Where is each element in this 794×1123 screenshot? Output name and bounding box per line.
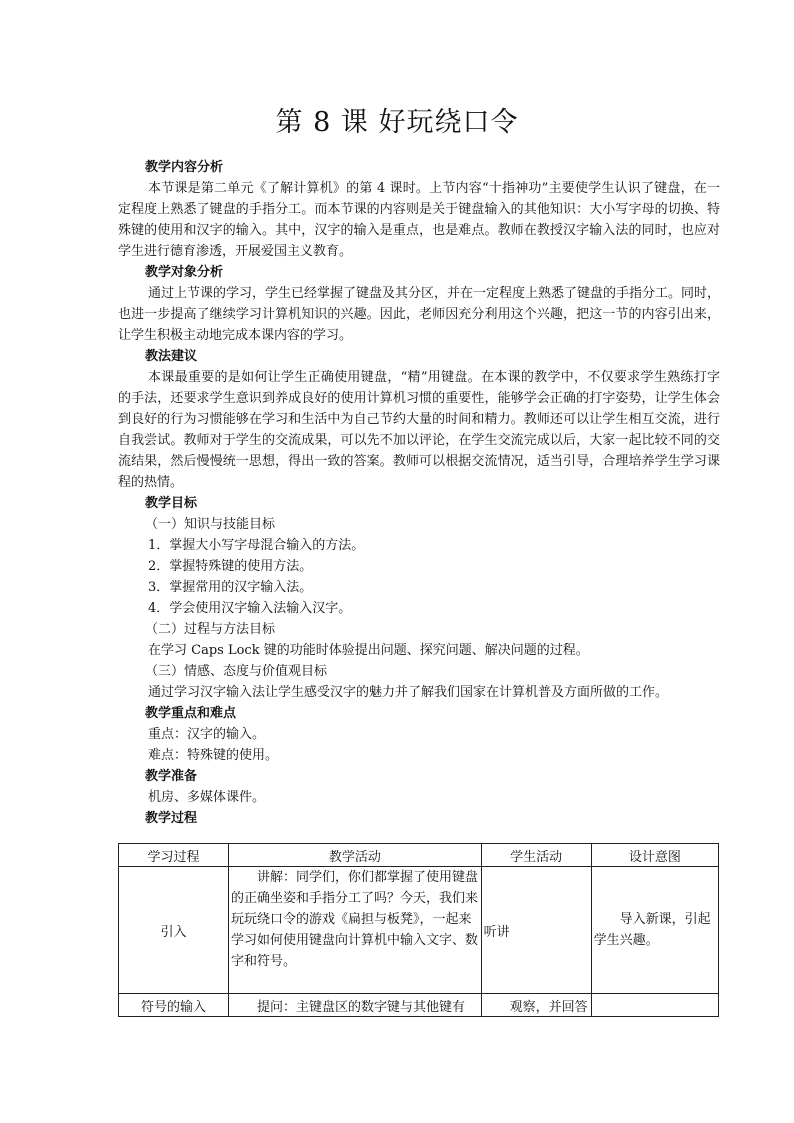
preparation-text: 机房、多媒体课件。 <box>148 790 266 805</box>
section-heading-object-analysis: 教学对象分析 <box>145 265 224 280</box>
method-text: 本课最重要的是如何让学生正确使用键盘，“精”用键盘。在本课的教学中，不仅要求学生熟练打字的手法，还要求学生意识到养成良好的使用计算机习惯的重要性，能够学会正确的打字姿势，让学生体会到良好的行为习惯能够在学习和生活中为自己节约大量的时间和精力。教师还可以让学生相互交流，进行自我尝试。教师对于学生的交流成果，可以先不加以评论，在学生交流完成以后，大家一起比较不同的交流结果，然后慢慢统一思想，得出一致的答案。教师可以根据交流情况，适当引导，合理培养学生学习课程的热情。 <box>118 370 720 490</box>
difficulty-text: 难点：特殊键的使用。 <box>148 748 279 763</box>
section-heading-preparation: 教学准备 <box>145 769 198 784</box>
page-title: 第 8 课 好玩绕口令 <box>275 107 519 138</box>
section-heading-content-analysis: 教学内容分析 <box>145 160 224 175</box>
goal-item-4: 4．学会使用汉字输入法输入汉字。 <box>148 601 352 616</box>
column-header-stage: 学习过程 <box>119 844 229 867</box>
goals-sub-knowledge: （一）知识与技能目标 <box>145 517 276 532</box>
cell-activity: 讲解：同学们，你们都掌握了使用键盘的正确坐姿和手指分工了吗？今天，我们来玩玩绕口令的游戏《扁担与板凳》，一起来学习如何使用键盘向计算机中输入文字、数字和符号。 <box>229 867 482 994</box>
goals-sub-emotion: （三）情感、态度与价值观目标 <box>145 664 328 679</box>
section-heading-process: 教学过程 <box>145 811 198 826</box>
document-body <box>118 157 720 829</box>
goal-item-1: 1．掌握大小写字母混合输入的方法。 <box>148 538 365 553</box>
table-header-row <box>119 844 719 867</box>
column-header-student: 学生活动 <box>481 844 591 867</box>
content-analysis-text: 本节课是第二单元《了解计算机》的第 4 课时。上节内容“十指神功”主要使学生认识了键盘，在一定程度上熟悉了键盘的手指分工。而本节课的内容则是关于键盘输入的其他知识：大小写字母的切换、特殊键的使用和汉字的输入。其中，汉字的输入是重点，也是难点。教师在教授汉字输入法的同时，也应对学生进行德育渗透，开展爱国主义教育。 <box>118 181 720 259</box>
key-point-text: 重点：汉字的输入。 <box>148 727 266 742</box>
process-table <box>118 843 719 1017</box>
object-analysis-text: 通过上节课的学习，学生已经掌握了键盘及其分区，并在一定程度上熟悉了键盘的手指分工。同时，也进一步提高了继续学习计算机知识的兴趣。因此，老师因充分利用这个兴趣，把这一节的内容引出来，让学生积极主动地完成本课内容的学习。 <box>118 286 721 343</box>
table-row <box>119 867 719 994</box>
section-heading-goals: 教学目标 <box>145 496 198 511</box>
cell-stage: 符号的输入 <box>119 994 229 1017</box>
column-header-activity: 教学活动 <box>229 844 482 867</box>
table-row <box>119 994 719 1017</box>
cell-intent <box>591 994 718 1017</box>
goal-item-2: 2．掌握特殊键的使用方法。 <box>148 559 313 574</box>
cell-intent: 导入新课，引起学生兴趣。 <box>591 867 718 994</box>
goals-process-text: 在学习 Caps Lock 键的功能时体验提出问题、探究问题、解决问题的过程。 <box>148 643 589 658</box>
cell-stage: 引入 <box>119 867 229 994</box>
cell-student: 观察，并回答 <box>481 994 591 1017</box>
goals-sub-process: （二）过程与方法目标 <box>145 622 276 637</box>
goal-item-3: 3．掌握常用的汉字输入法。 <box>148 580 313 595</box>
column-header-intent: 设计意图 <box>591 844 718 867</box>
section-heading-method: 教法建议 <box>145 349 198 364</box>
section-heading-key-points: 教学重点和难点 <box>145 706 237 721</box>
cell-student: 听讲 <box>481 867 591 994</box>
cell-activity: 提问：主键盘区的数字键与其他键有 <box>229 994 482 1017</box>
goals-emotion-text: 通过学习汉字输入法让学生感受汉字的魅力并了解我们国家在计算机普及方面所做的工作。 <box>148 685 669 700</box>
